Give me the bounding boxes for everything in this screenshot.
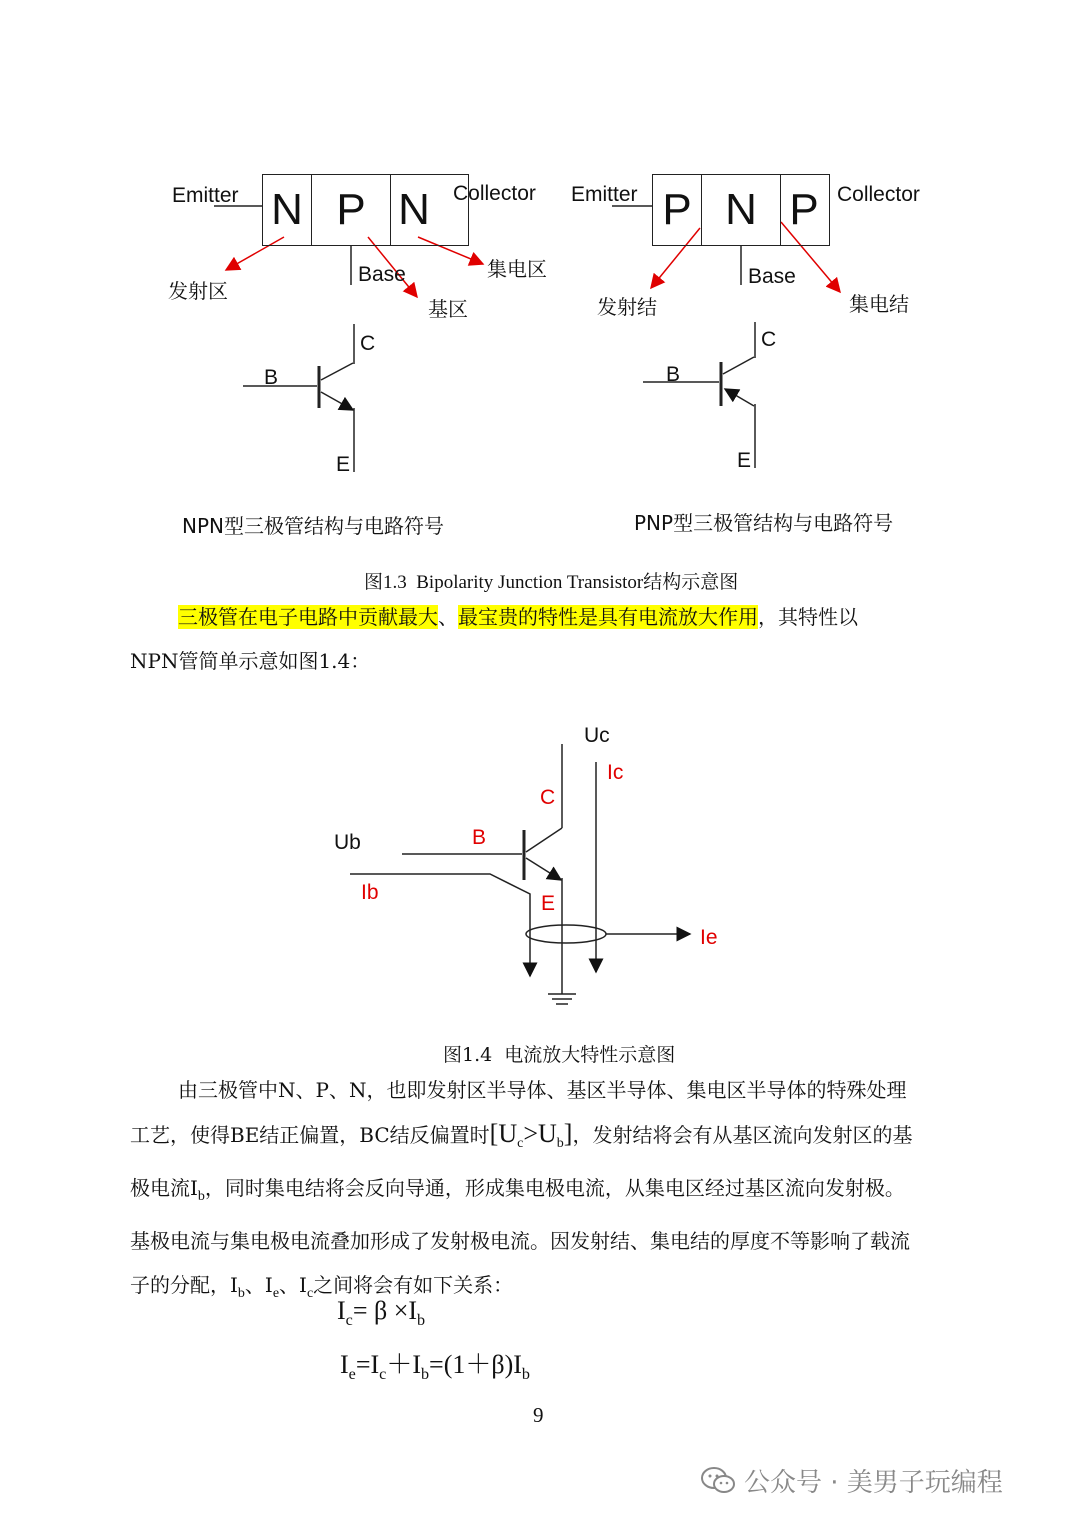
bracket-open: [U: [489, 1119, 518, 1148]
sub-b: b: [556, 1136, 564, 1151]
sub-e: e: [272, 1286, 280, 1301]
para2-line4: 基极电流与集电极电流叠加形成了发射极电流。因发射结、集电结的厚度不等影响了载流: [130, 1229, 910, 1253]
fig14-collector-diag: [526, 828, 562, 852]
eq2-sub-b2: b: [521, 1366, 530, 1384]
npn-sym-e-label: E: [336, 453, 351, 476]
eq2-i: I: [340, 1350, 349, 1379]
fig14-uc-label: Uc: [584, 724, 610, 747]
page-number: 9: [533, 1403, 544, 1427]
pnp-caption: PNP型三极管结构与电路符号: [634, 511, 894, 535]
npn-base-region: 基区: [428, 297, 468, 321]
pnp-cell-2: N: [701, 175, 781, 245]
para2-line1-text: 由三极管中N、P、N，也即发射区半导体、基区半导体、集电区半导体的特殊处理: [178, 1078, 907, 1102]
pnp-cell-1: P: [662, 185, 692, 234]
npn-cell-2: P: [311, 175, 391, 245]
eq2-sub-e: e: [348, 1366, 356, 1384]
fig14-current-node: [526, 925, 606, 943]
fig14-ib-label: Ib: [361, 881, 379, 904]
pnp-sym-e-label: E: [737, 449, 752, 472]
npn-sym-b-label: B: [264, 366, 279, 389]
npn-sym-emitter-diag: [321, 392, 353, 410]
eq1-body: = β ×I: [352, 1296, 418, 1325]
fig14-ub-label: Ub: [334, 831, 361, 854]
eq2-sub-c: c: [379, 1366, 387, 1384]
eq2-plus-i: ＋I: [386, 1350, 421, 1379]
highlight-2: 最宝贵的特性是具有电流放大作用: [458, 605, 758, 629]
para2-line3-sub: b: [197, 1189, 205, 1204]
pnp-collector-label: Collector: [837, 183, 920, 206]
pnp-sym-collector-diag: [723, 357, 754, 374]
npn-cell-1: N: [271, 185, 303, 234]
para2-line1: [130, 1068, 952, 1112]
paragraph-current-amplification: [130, 595, 952, 683]
fig14-b-label: B: [472, 826, 487, 849]
pnp-sym-emitter-diag: [725, 389, 754, 406]
pnp-emitter-label: Emitter: [571, 183, 638, 206]
para2-line5: [130, 1263, 952, 1316]
fig14-e-label: E: [541, 892, 556, 915]
fig14-ic-label: Ic: [607, 761, 624, 784]
watermark-text: 公众号 · 美男子玩编程: [744, 1468, 1003, 1498]
para1-line2: NPN管简单示意如图1.4：: [130, 649, 371, 673]
eq2-rest: =(1＋β)I: [429, 1350, 522, 1379]
watermark: [700, 1462, 1003, 1499]
pnp-cell-3: P: [789, 185, 819, 234]
eq1-sub-c: c: [345, 1312, 353, 1330]
para2-line3-c: ，同时集电结将会反向导通，形成集电极电流，从集电区经过基区流向发射极。: [204, 1176, 905, 1200]
gt-u: >U: [523, 1119, 557, 1148]
wechat-icon: [700, 1466, 736, 1496]
npn-sym-collector-diag: [321, 363, 353, 380]
eq1-i: I: [337, 1296, 346, 1325]
fig14-ie-label: Ie: [700, 926, 718, 949]
para2-line2-a: 工艺，使得BE结正偏置，BC结反偏置时: [130, 1123, 490, 1147]
npn-caption: NPN型三极管结构与电路符号: [182, 514, 444, 538]
paragraph-explanation: [130, 1068, 952, 1316]
para2-line5-g: 之间将会有如下关系：: [313, 1273, 514, 1297]
npn-collector-region: 集电区: [487, 257, 547, 281]
para2-line2: [130, 1112, 952, 1166]
equation-ic: [337, 1296, 425, 1330]
npn-cell-3: N: [398, 185, 430, 234]
pnp-emitter-junction: 发射结: [597, 295, 657, 319]
para2-line2-g: ，发射结将会有从基区流向发射区的基: [572, 1123, 913, 1147]
separator: 、: [438, 605, 458, 629]
npn-emitter-label: Emitter: [172, 184, 239, 207]
highlight-1: 三极管在电子电路中贡献最大: [178, 605, 438, 629]
pnp-base-label: Base: [748, 265, 796, 288]
para2-line5-e: 、I: [279, 1273, 307, 1297]
eq2-sub-b: b: [420, 1366, 430, 1384]
pnp-structure: [652, 174, 830, 246]
para2-line3: [130, 1166, 952, 1219]
sub-c2: c: [306, 1286, 314, 1301]
para2-line5-c: 、I: [244, 1273, 273, 1297]
para2-line5-a: 子的分配，I: [130, 1273, 238, 1297]
equation-ie: [340, 1344, 530, 1384]
npn-sym-c-label: C: [360, 332, 376, 355]
para2-line3-a: 极电流I: [130, 1176, 198, 1200]
npn-base-label: Base: [358, 263, 406, 286]
eq2-eq-i: =I: [355, 1350, 380, 1379]
fig14-c-label: C: [540, 786, 556, 809]
npn-emitter-region: 发射区: [168, 279, 228, 303]
figure-1-4-caption: 图1.4 电流放大特性示意图: [443, 1044, 676, 1066]
npn-structure: [262, 174, 469, 246]
pnp-sym-c-label: C: [761, 328, 777, 351]
para1-rest: ，其特性以: [758, 605, 858, 629]
eq1-sub-b: b: [417, 1312, 426, 1330]
figure-1-3-caption: 图1.3 Bipolarity Junction Transistor结构示意图: [364, 572, 739, 593]
fig14-emitter-diag: [526, 858, 561, 880]
npn-collector-label: Collector: [453, 182, 536, 205]
pnp-collector-junction: 集电结: [849, 292, 909, 316]
pnp-sym-b-label: B: [666, 363, 681, 386]
bracket-close: ]: [563, 1119, 573, 1148]
sub-c: c: [517, 1136, 524, 1151]
sub-b2: b: [237, 1286, 245, 1301]
